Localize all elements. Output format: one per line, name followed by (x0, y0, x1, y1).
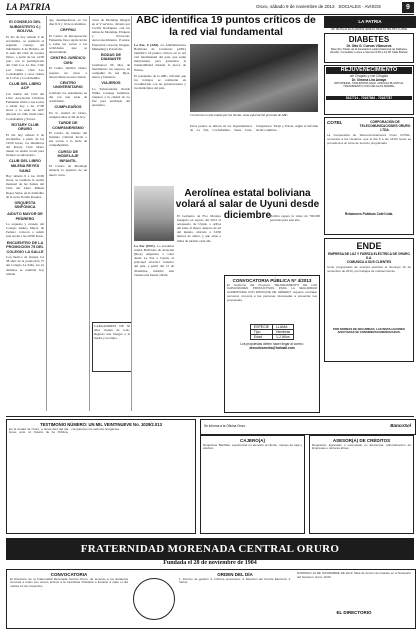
cotel-body: La Cooperativa de Telecomunicaciones Oruro COTEL, comunica a los Usuarios, que el día 5 a las 13:00 horas se procederá a un corte de servicio programado. (327, 134, 411, 145)
ad-cotel (324, 117, 414, 235)
morenada-emblem (133, 578, 175, 620)
col1-heading-3: ROTARY CLUB ORURO (11, 122, 39, 132)
morenada-schedule (297, 572, 411, 616)
article-abc-col-2 (190, 124, 318, 184)
col1-heading-5: ORQUESTA SINFÓNICA (14, 200, 36, 210)
bancosol-office-label: Se informa a la Oficina Oruro (204, 424, 246, 428)
job-asesor-title: ASESOR(A) DE CRÉDITOS (332, 438, 391, 443)
social-column-3 (92, 18, 130, 318)
table-cell: ESPECIE (250, 324, 272, 329)
ende-body: Corte programado de energía eléctrica el domingo 10 de noviembre de 2013, por trabajos de mantenimiento. (327, 266, 411, 273)
header-date: Oruro, sábado 9 de noviembre de 2013 SOCIALES - AVISOS (256, 4, 382, 9)
testimonio-title: TESTIMONIO NÚMERO: UN MIL VEINTINUEVE No. 1029/2.013 (40, 422, 162, 427)
cotel-logo: COTEL (327, 120, 343, 125)
classifieds-subtitle: SE BUSCA DOCUMENTANDO NUESTRA HISTORIA (330, 27, 408, 31)
job-ad-cajero (200, 435, 305, 534)
ad-rejuv-doctor: Dr. Ximena Lira Amaya (351, 78, 387, 82)
page-number: 9 (402, 2, 414, 13)
newspaper-brand: LA PATRIA (6, 2, 51, 12)
col1-text-5: La orquesta y consejo del Colegio Aiduto Mayor de Pedrero convoca a asistir esta noche a las 20:00 horas. (6, 222, 44, 239)
article-abc-col-1 (134, 43, 186, 183)
social-column-1 (6, 18, 44, 413)
col2-text-5: En la ciudad de Oruro, cumplen años el día de hoy: (49, 110, 87, 119)
col2-heading-6: CURSO DE MODELAJE INFANTIL (57, 149, 79, 163)
col2-heading-3: CENTRO UNIVERSITARIO (53, 80, 83, 90)
ad-diabetes-title: DIABETES (348, 35, 390, 44)
col2-text-4: Celebran los estudiantes su día con una serie de actividades. (49, 90, 87, 104)
article-headline-abc: ABC identifica 19 puntos críticos de la red vial fundamental (136, 14, 316, 38)
photo-caption: Carreteras en mal estado por las lluvias, tema especial del personal de ABC. (190, 113, 289, 117)
table-cell: Edad (250, 334, 272, 339)
job-cajero-title: CAJERO(A) (239, 438, 265, 443)
morenada-conv-body: El Directorio de la Fraternidad Morenada Central Oruro, de acuerdo a los Estatutos convoca a todos sus socios activos a la Asamblea Ordinaria a llevarse a cabo el día martes 12 de noviembre. (10, 577, 128, 589)
convocatoria-box (224, 275, 320, 413)
col1-heading-4: CLUB DEL LIBRO MILENA REYES SAINZ (9, 159, 41, 173)
col1-heading-1: El CONSEJO DEL SUBDISTRITO 6 | BOLIVIA (9, 20, 41, 34)
col1-text-6: Con motivo de festejar los 38 años de la promoción 75 del Colegio La Salle, los ex alumnos se reunirán hoy sábado. (6, 255, 44, 276)
col2-heading-2: CENTRO JURÍDICO CIEN (50, 56, 86, 65)
classifieds-title: LA PATRIA (358, 19, 382, 24)
small-notice-text: CARGADORES DE 30 años vienen de todo. Regresa una bisagra a la madre y los hijos. (94, 324, 130, 341)
col1-text-1: El día de hoy sábado 9 de noviembre, se realizará el segundo consejo del Subdistrito 6 de Bolivia, en la sede del Club de Leones Oruro, a partir de las 14:30 p.m., con la participación del Club Los La Paz, Club Leo Oruro, Club Leo Cochabamba y otros clubes de La Paz y Cochabamba. (6, 34, 44, 80)
article-abc-p3: Estos puntos se ubican en los departamentos de La Paz, Cochabamba, Santa Cruz, Chuquisaca, Tarija y Potosí, según el informe técnico emitido. (190, 124, 318, 133)
col1-heading-7: ENCUENTRO DE LA PROMOCIÓN 75 DEL COLEGIO LA SALLE (6, 240, 44, 254)
col2-text-1: que desempeñaron en los días 8, 9 y 10 de noviembre. (49, 18, 87, 27)
ende-note: POR NORMAS DE SEGURIDAD, LAS INSTALACIONES AFECTADAS SE CONSIDERAN ENERGIZADAS. (332, 327, 406, 335)
col2-text-2: El Centro de Recuperación Femenina Dora Ayala invita a todas las socias a las actividades que se desarrollarán. (49, 33, 87, 55)
ad-rejuv-title: REJUVENECIMIENTO (326, 67, 412, 74)
article-abc-p1: La Administradora Boliviana de Carreteras (ABC) identificó 19 puntos críticos en la red vial fundamental del país, que serán intervenidos para garantizar la transitabilidad durante la época de lluvias. (134, 43, 186, 72)
morenada-conv-title: CONVOCATORIA (50, 572, 88, 577)
convocatoria-email: brecoilesmedia@hotmail.com (249, 345, 295, 350)
article-uyuni-col-3 (270, 214, 320, 274)
col3-heading-1: BODAS DE DIAMANTE (100, 52, 122, 62)
table-cell: Tipo (250, 329, 272, 334)
article-uyuni-photo (134, 186, 174, 241)
section-divider (6, 416, 414, 417)
article-abc-p2: El presidente de la ABC, informó que los trabajos se realizarán en coordinación con las gobernaciones y los municipios del país. (134, 73, 186, 90)
article-abc-dateline: La Paz, 8 (ABI). (134, 43, 159, 47)
morenada-schedule-body: DOMINGO 10 DE NOVIEMBRE DE 2013. Misa de Acción de Gracias en el Santuario del Socavón. Hora: 10:00. (297, 572, 411, 579)
ad-diabetes (324, 33, 414, 63)
morenada-banner-title: FRATERNIDAD MORENADA CENTRAL ORURO (6, 538, 414, 560)
article-uyuni-col-1 (134, 244, 174, 414)
col2-text-3: El Centro Jurídico Oruro, prepara un curso a desarrollarse en esta ciudad. (49, 66, 87, 79)
testimonio-notice (6, 419, 196, 534)
job-asesor-body: Requisitos: Egresado o Licenciado en Economía, Administración de Empresas o carreras afines. (312, 443, 411, 451)
ende-title: EMPRESA DE LUZ Y FUERZA ELÉCTRICA DE ORURO S.A. (328, 252, 410, 260)
col1-text-2: Las damas del Club del Libro Asociación Cristiana Femenina invita a sus socias a asistir hoy a las 17:00 horas a la sede de ACF ubicada en calle Junín entre Cochabamba y Potosí. (6, 92, 44, 121)
col2-text-7: El Centro de Modelaje anuncia la apertura de un nuevo curso. (49, 164, 87, 177)
column-divider (46, 16, 47, 411)
ad-diabetes-body: Miembro Titular de la Asociación Latina Nacional de Diabetes (ALAD). Consultas: Lunes a Viernes 9:00 a 12:00 Calle Bolívar. (329, 47, 409, 55)
ende-logo: ENDE (356, 241, 382, 251)
job-cajero-body: Requisitos: Bachiller, experiencia en atención al cliente, manejo de caja y efectivo. (203, 443, 302, 451)
col2-text-6: El Centro de Damas del Instituto Cultural invita a sus socias a la tarde de compañerismo. (49, 131, 87, 148)
article-uyuni-p2: El Gobierno de Evo Morales inauguró en agosto del 2012 el aeropuerto de Uyuni, a orillas del salar, el mayor desierto de sal del mundo, ubicado a 3.650 metros de altura, y que atrae a miles de turistas cada año. (177, 214, 221, 243)
ad-diabetes-doctor: Dr. Otto G. Cuevas Villanueva (346, 44, 392, 48)
ad-rejuv-phone: 5247714 - 70187884 - 70187787 (326, 96, 412, 100)
article-uyuni-col-2 (177, 214, 221, 414)
morenada-notice (6, 569, 416, 629)
ad-rejuv-subtitle: sin Cirugías y con Cirugías (349, 74, 389, 78)
social-column-2 (49, 18, 87, 413)
table-cell: Hembras (272, 329, 293, 334)
col3-text-3: La Subsecretaria Ronda Wilka, Caranga Gutiérrez, viajaron a la ciudad de La Paz para participar del encuentro. (92, 86, 130, 108)
col2-heading-5: TARDE DE COMPANERISMO (52, 120, 84, 130)
morenada-order (179, 572, 291, 622)
testimonio-body: En la ciudad de Oruro, a horas diez del día lunes, ante mí Notario de Fe Pública, comparecen los señores otorgantes. (9, 427, 120, 435)
column-divider (131, 16, 132, 411)
article-uyuni-p3: Bolivia espera la visita de 700.000 personas para este año. (270, 214, 320, 223)
col3-text-1: curso de Modelaje Integral en el V servicio, dictado por Cecilia Rodríguez, con los temas de Modelaje, Etiqueta y Protocolo, Autoconocimiento, Postura, Expresión corporal, Imagen, Marketing y Portafolio. (92, 18, 130, 51)
convocatoria-body: El Gobierno del Proyecto 'MEJORAMIENTO DE LAS CAPACIDADES PRODUCTIVAS PARA LA SEGURIDAD ALIMENTARIA CON ENFOQUE DE GÉNERO' requiere contratar personal, convoca a las personas interesadas a presentar sus propuestas. (227, 283, 317, 302)
convocatoria-email-label: Los propuestas deben hacer llegar al correo: (240, 341, 304, 346)
cotel-signature: Relaciones Públicas Cotel Ltda. (344, 212, 394, 216)
article-headline-uyuni: Aerolínea estatal boliviana volará al salar de Uyuni desde diciembre (175, 188, 320, 221)
col2-heading-4: CUMPLEAÑOS (54, 105, 82, 110)
article-abc-photo (190, 44, 318, 112)
ad-rejuvenecimiento (324, 65, 414, 115)
convocatoria-table (250, 324, 294, 340)
morenada-banner-subtitle: Fundada el 28 de noviembre de 1904 (163, 560, 257, 566)
article-uyuni-dateline: La Paz (EFE). (134, 244, 156, 248)
col1-heading-6: AIDUTO MAYOR DE PEDRERO (7, 211, 43, 221)
article-uyuni-p1: La aerolínea estatal Boliviana de Aviación (BoA) empezará a volar desde La Paz a Uyuni, el principal atractivo turístico del país, a partir del 13 de diciembre, informó este viernes una fuente oficial. (134, 244, 174, 277)
col2-heading-1: CRFPMJ (60, 28, 76, 33)
job-ad-asesor (309, 435, 414, 534)
morenada-order-body: 1. Informe de gestión. 2. Informe económico. 3. Elección del Comité Electoral. 4. Varios. (179, 577, 291, 585)
ende-subtitle: COMUNICA A SUS CLIENTES (346, 260, 392, 264)
col1-heading-2: CLUB DEL LIBRO ACP (9, 81, 41, 91)
bancosol-logo: BancoSol (390, 423, 411, 428)
col1-text-4: Hoy sábado 9 a las 16:00 horas, se reunirán la sesión mensual de las damas del Club del Libro Milena Reyes Sainz, en el domicilio de la socia Norma Rosales. (6, 174, 44, 199)
col1-text-3: El día hoy sábado 9 de noviembre, a partir de las 19:00 horas, los miembros del Rotary Club Oruro tienen su sesión social para festejar su aniversario. (6, 132, 44, 158)
cotel-title: CORPORACIÓN DE TELECOMUNICACIONES ORURO LTDA. (359, 120, 411, 132)
ad-rejuv-body: ORTOPEDIA, TRAUMATOLOGÍA. CIRUGÍA PLÁSTICA. TRATAMIENTO CON CÉLULAS MADRE. (334, 82, 404, 89)
table-cell: 1-2 Años (272, 334, 293, 339)
morenada-convocatoria (10, 572, 128, 622)
table-cell: LLAMA (272, 324, 293, 329)
convocatoria-title: CONVOCATORIA PÚBLICA N° 4/2013 (232, 278, 312, 283)
morenada-order-title: ORDEN DEL DÍA (217, 572, 253, 577)
ad-ende (324, 238, 414, 362)
morenada-signature: EL DIRECTORIO (336, 610, 372, 615)
bancosol-header (200, 419, 416, 435)
small-notice-box (92, 322, 132, 372)
col3-heading-2: VIAJEROS (101, 81, 121, 86)
col3-text-2: Celebraron 60 años de matrimonio los esposos, en compañía de sus hijos, nietos y bisnietos. (92, 62, 130, 80)
column-divider (89, 16, 90, 411)
